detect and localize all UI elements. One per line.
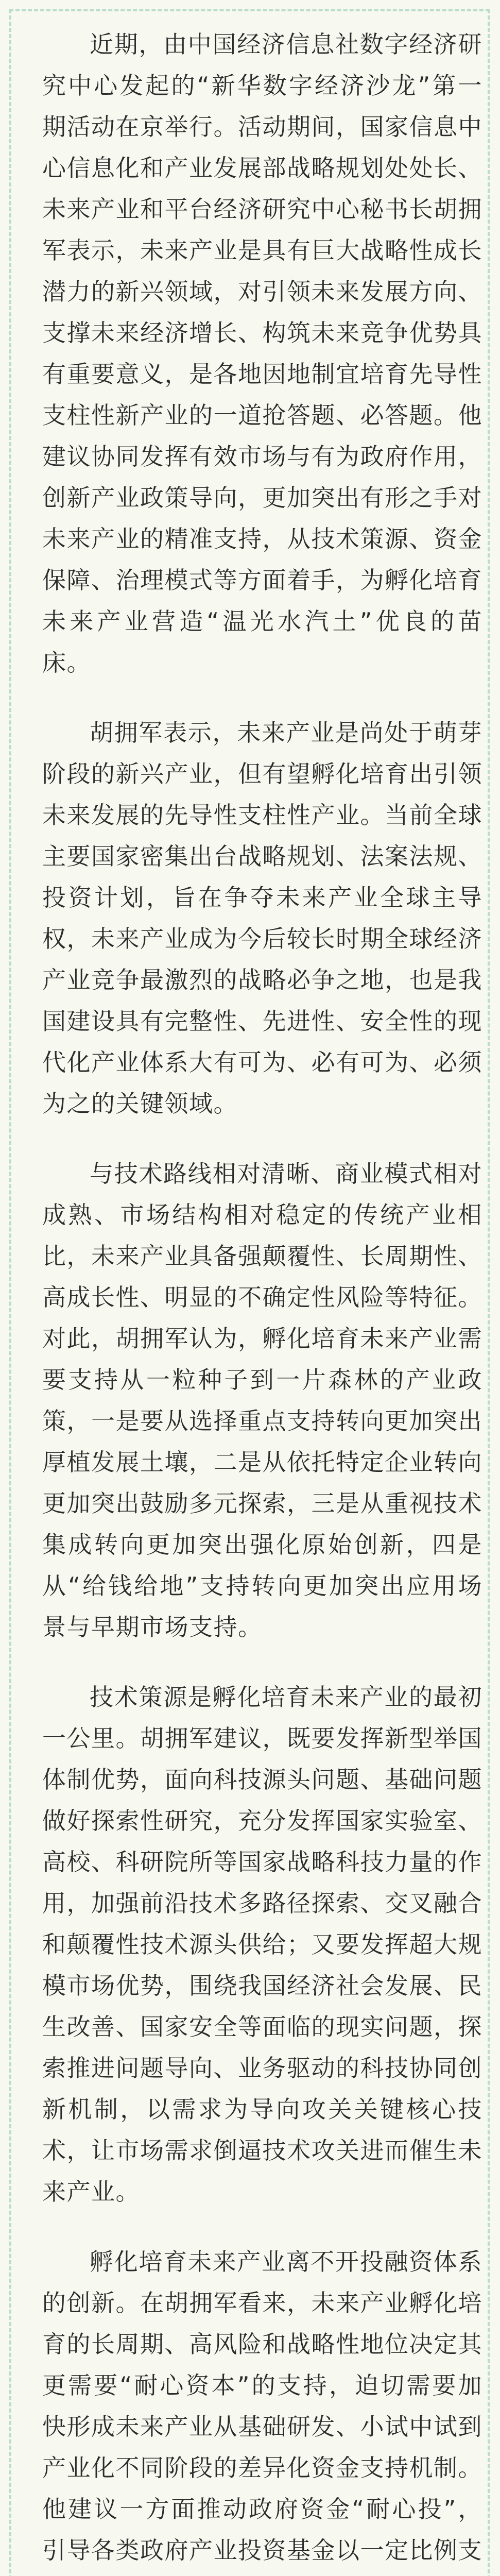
article-paragraph-4: 技术策源是孵化培育未来产业的最初一公里。胡拥军建议，既要发挥新型举国体制优势，面向科技源头问题、基础问题做好探索性研究，充分发挥国家实验室、高校、科研院所等国家战略科技力量的作用，加强前沿技术多路径探索、交叉融合和颠覆性技术源头供给；又要发挥超大规模市场优势，围绕我国经济社会发展、民生改善、国家安全等面临的现实问题，探索推进问题导向、业务驱动的科技协同创新机制，以需求为导向攻关关键核心技术，让市场需求倒逼技术攻关进而催生未来产业。: [42, 1683, 482, 2206]
article-paragraph-1: 近期，由中国经济信息社数字经济研究中心发起的“新华数字经济沙龙”第一期活动在京举行。活动期间，国家信息中心信息化和产业发展部战略规划处处长、未来产业和平台经济研究中心秘书长胡拥军表示，未来产业是具有巨大战略性成长潜力的新兴领域，对引领未来发展方向、支撑未来经济增长、构筑未来竞争优势具有重要意义，是各地因地制宜培育先导性支柱性新产业的一道抢答题、必答题。他建议协同发挥有效市场与有为政府作用，创新产业政策导向，更加突出有形之手对未来产业的精准支持，从技术策源、资金保障、治理模式等方面着手，为孵化培育未来产业营造“温光水汽土”优良的苗床。: [42, 30, 482, 676]
article-body: [42, 24, 482, 2576]
article-frame: [9, 9, 490, 2576]
article-paragraph-3: 与技术路线相对清晰、商业模式相对成熟、市场结构相对稳定的传统产业相比，未来产业具备强颠覆性、长周期性、高成长性、明显的不确定性风险等特征。对此，胡拥军认为，孵化培育未来产业需要支持从一粒种子到一片森林的产业政策，一是要从选择重点支持转向更加突出厚植发展土壤，二是从依托特定企业转向更加突出鼓励多元探索，三是从重视技术集成转向更加突出强化原始创新，四是从“给钱给地”支持转向更加突出应用场景与早期市场支持。: [42, 1160, 482, 1641]
article-paragraph-2: 胡拥军表示，未来产业是尚处于萌芽阶段的新兴产业，但有望孵化培育出引领未来发展的先导性支柱性产业。当前全球主要国家密集出台战略规划、法案法规、投资计划，旨在争夺未来产业全球主导权，未来产业成为今后较长时期全球经济产业竞争最激烈的战略必争之地，也是我国建设具有完整性、先进性、安全性的现代化产业体系大有可为、必有可为、必须为之的关键领域。: [42, 719, 482, 1117]
article-paragraph-5: 孵化培育未来产业离不开投融资体系的创新。在胡拥军看来，未来产业孵化培育的长周期、高风险和战略性地位决定其更需要“耐心资本”的支持，迫切需要加快形成未来产业从基础研发、小试中试到产业化不同阶段的差异化资金支持机制。他建议一方面推动政府资金“耐心投”，引导各类政府产业投资基金以一定比例支: [42, 2248, 482, 2564]
